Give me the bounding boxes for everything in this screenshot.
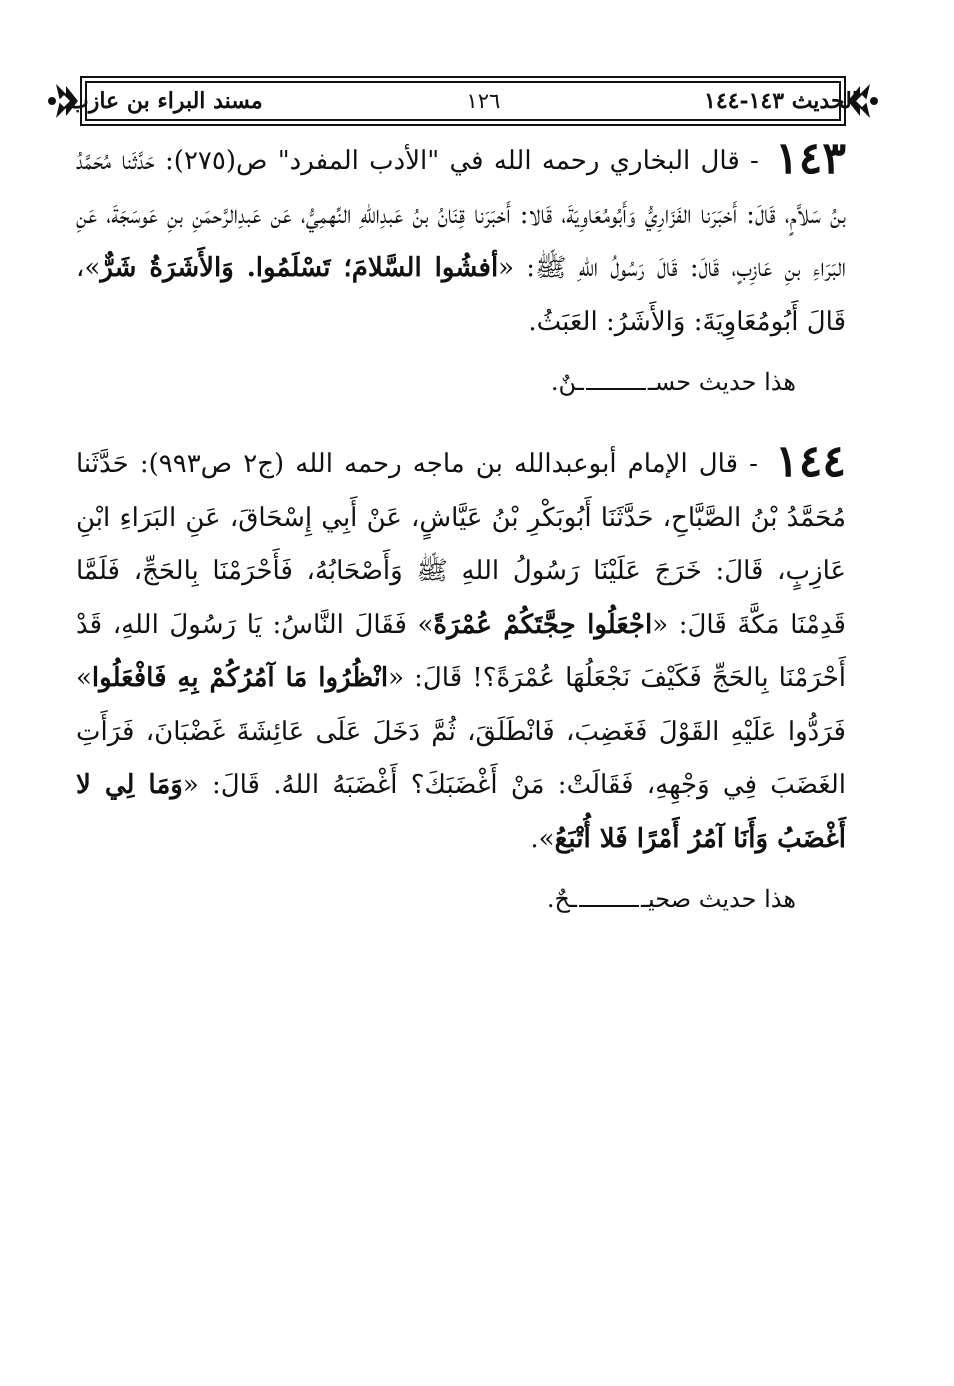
kashida-stroke	[579, 895, 639, 907]
text-line: فَرَدُّوا عَلَيْهِ القَوْلَ فَغَضِبَ، فَانْطَلَقَ، ثُمَّ دَخَلَ عَلَى عَائِشَةَ غَضْبَانَ، فَرَأَتِ	[76, 716, 846, 747]
header-hadith-range: الحديث ١٤٣-١٤٤	[704, 88, 858, 114]
text-line: »	[76, 663, 92, 693]
text-line: » فَقَالَ النَّاسُ: يَا رَسُولَ اللهِ،	[112, 609, 434, 640]
text-line: »، قَالَ	[76, 253, 846, 337]
prophetic-saying: اجْعَلُوا حِجَّتَكُمْ عُمْرَةً	[433, 609, 653, 640]
grade-text: ـحٌ.	[546, 885, 577, 913]
hadith-143	[76, 132, 846, 349]
text-line: مُحَمَّدُ بْنُ الصَّبَّاحِ، حَدَّثَنَا أَبُوبَكْرِ بْنُ عَيَّاشٍ، عَنْ أَبِي إِسْحَاقَ، عَنِ البَرَاءِ	[119, 502, 847, 533]
grade-text: ـنٌ.	[550, 368, 584, 396]
text-line: قَالَ رَسُولُ اللهِ ﷺ: «	[498, 253, 678, 283]
hadith-grade	[76, 357, 796, 407]
text-line: الغَضَبَ فِي وَجْهِهِ، فَقَالَتْ: مَنْ أَغْضَبَكَ؟ أَغْضَبَهُ اللهُ. قَالَ: «	[182, 770, 846, 800]
text-line: قَدْ أَحْرَمْنَا بِالحَجِّ فَكَيْفَ نَجْعَلُهَا عُمْرَةً؟! قَالَ: «	[76, 609, 846, 693]
text-line: مُحَمَّدُ بنُ سَلاَّمٍ، قَالَ: أَخبَرَنا الفَزَارِيُّ وَأَبُومُعَاوِيَةَ، قَالا: أَخبَرَنا قِنَانُ بنُ	[76, 146, 846, 230]
page-body	[76, 132, 846, 952]
header-book-title: مسند البراء بن عازب	[68, 88, 263, 114]
text-line: - قال الإمام أبوعبدالله بن ماجه رحمه الله (ج٢ ص٩٩٣): حَدَّثَنا	[76, 449, 758, 479]
prophetic-saying: انْظُرُوا مَا آمُرُكُمْ بِهِ فَافْعَلُوا	[91, 663, 389, 693]
grade-text: هذا حديث حسـ	[647, 368, 796, 396]
page-number: ١٢٦	[466, 89, 501, 113]
prophetic-saying: أفشُوا السَّلامَ؛ تَسْلَمُوا. وَالأَشَرَةُ شَرٌّ	[100, 253, 499, 283]
prophetic-saying: أَغْضَبُ وَأَنَا آمُرُ أَمْرًا فَلا أُتْبَعُ	[554, 823, 846, 854]
hadith-144	[76, 435, 846, 866]
text-line: عَبدِاللهِ النِّهمِيُّ، عَن عَبدِالرَّحمَنِ بنِ عَوسَجَةَ، عَنِ البَرَاءِ بنِ عَازِبٍ، قَالَ:	[76, 199, 846, 283]
hadith-grade	[76, 874, 796, 924]
text-line: ابْنِ عَازِبٍ، قَالَ: خَرَجَ عَلَيْنَا رَسُولُ اللهِ ﷺ وَأَصْحَابُهُ، فَأَحْرَمْنَا بِالحَجِّ،	[76, 502, 846, 586]
running-header	[46, 72, 880, 130]
text-line: - قال البخاري رحمه الله في "الأدب المفرد" ص(٢٧٥): حَدَّثَنا	[121, 146, 759, 176]
text-line: فَلَمَّا قَدِمْنَا مَكَّةَ قَالَ: «	[76, 556, 846, 640]
hadith-number: ١٤٤	[775, 436, 846, 487]
text-line: أَبُومُعَاوِيَةَ: وَالأَشَرُ: العَبَثُ.	[528, 306, 799, 337]
hadith-number: ١٤٣	[775, 133, 846, 184]
grade-text: هذا حديث صحيـ	[640, 885, 796, 913]
prophetic-saying: وَمَا لِي لا	[76, 770, 183, 800]
text-line: ».	[530, 823, 555, 854]
kashida-stroke	[586, 378, 646, 390]
